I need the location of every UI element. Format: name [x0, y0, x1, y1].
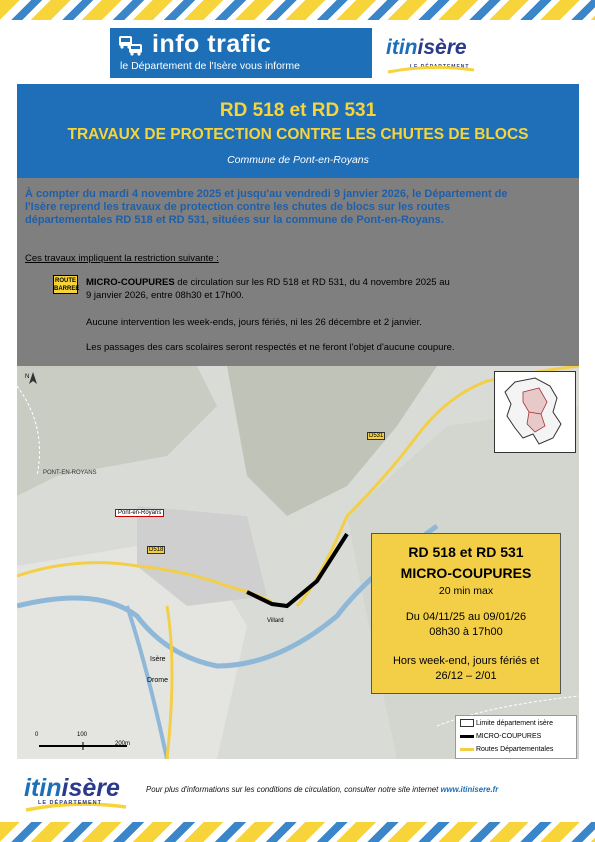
micro-cut-bold: MICRO-COUPURES	[86, 277, 175, 288]
info-panel	[17, 178, 579, 366]
intro-line-1: À compter du mardi 4 novembre 2025 et jusqu'au vendredi 9 janvier 2026, le Département de	[25, 188, 508, 200]
school-bus-note: Les passages des cars scolaires seront respectés et ne feront l'objet d'aucune coupure.	[86, 342, 455, 353]
info-trafic-box	[110, 28, 372, 78]
micro-cut-line-1	[86, 277, 450, 289]
intro-paragraph	[25, 188, 571, 227]
notice-roads: RD 518 et RD 531	[408, 544, 524, 560]
scale-label-200: 200m	[115, 741, 131, 747]
footer-logo-itin: itin	[24, 774, 62, 802]
notice-dates: Du 04/11/25 au 09/01/26	[405, 611, 527, 623]
top-stripe	[0, 0, 595, 20]
legend-row-micro-cuts	[460, 732, 541, 742]
bottom-stripe	[0, 822, 595, 842]
map-label-rd531: D531	[369, 433, 384, 439]
footer-logo-isere: isère	[61, 774, 120, 802]
intro-line-2: l'Isère reprend les travaux de protection contre les chutes de blocs sur les routes	[25, 201, 451, 213]
footer-logo-subtitle: LE DÉPARTEMENT	[38, 800, 103, 806]
logo-isere: isère	[417, 36, 467, 59]
scale-label-0: 0	[35, 732, 39, 738]
title-panel	[17, 84, 579, 178]
legend-border-swatch-icon	[460, 719, 474, 727]
isere-outline-icon	[495, 372, 575, 452]
map-legend	[455, 715, 577, 759]
title-works: TRAVAUX DE PROTECTION CONTRE LES CHUTES DE BLOCS	[67, 126, 529, 143]
map-label-isere: Isère	[150, 656, 166, 663]
map-label-pont: PONT-EN-ROYANS	[43, 470, 97, 476]
map-label-villard: Villard	[267, 618, 284, 624]
legend-road-label: Routes Départementales	[475, 746, 554, 753]
notice-hours: 08h30 à 17h00	[429, 626, 503, 638]
itinisere-logo	[386, 36, 467, 60]
map-label-rd518: D518	[149, 547, 164, 553]
legend-micro-cut-label: MICRO-COUPURES	[475, 733, 542, 740]
map-label-pont-box: Pont-en-Royans	[115, 509, 164, 517]
micro-cut-line-2: 9 janvier 2026, entre 08h30 et 17h00.	[86, 290, 244, 301]
legend-border-label: Limite département isère	[475, 720, 553, 727]
intro-line-3: départementales RD 518 et RD 531, situées sur la commune de Pont-en-Royans.	[25, 214, 444, 226]
logo-swoosh-icon	[386, 66, 476, 74]
traffic-icon	[118, 34, 144, 56]
locator-inset	[494, 371, 576, 453]
commune-label: Commune de Pont-en-Royans	[227, 154, 369, 166]
notice-duration: 20 min max	[438, 585, 494, 597]
footer-note-text: Pour plus d'informations sur les conditions de circulation, consulter notre site internet	[146, 785, 441, 794]
footer-note	[146, 785, 498, 794]
map-label-drome: Drome	[147, 677, 169, 684]
legend-row-border	[460, 719, 553, 729]
north-label: N	[25, 374, 30, 380]
legend-road-swatch-icon	[460, 748, 474, 751]
scale-label-100: 100	[77, 732, 88, 738]
micro-cut-rest: de circulation sur les RD 518 et RD 531, du 4 novembre 2025 au	[174, 277, 450, 288]
notice-exceptions-2: 26/12 – 2/01	[435, 670, 497, 682]
road-closed-sign-icon: ROUTE BARREE	[53, 275, 78, 294]
restriction-heading: Ces travaux impliquent la restriction suivante :	[25, 253, 219, 264]
notice-micro-cuts: MICRO-COUPURES	[400, 565, 532, 581]
header-banner	[110, 28, 478, 78]
no-work-note: Aucune intervention les week-ends, jours fériés, ni les 26 décembre et 2 janvier.	[86, 317, 422, 328]
legend-micro-cut-swatch-icon	[460, 735, 474, 738]
banner-subtitle: le Département de l'Isère vous informe	[120, 60, 301, 72]
logo-itin: itin	[386, 36, 418, 59]
legend-row-roads	[460, 745, 553, 755]
micro-cut-notice	[371, 533, 561, 694]
footer-website-link[interactable]: www.itinisere.fr	[440, 785, 499, 794]
notice-exceptions-1: Hors week-end, jours fériés et	[392, 655, 540, 667]
banner-title: info trafic	[152, 30, 272, 58]
footer-logo	[24, 774, 120, 803]
title-roads: RD 518 et RD 531	[219, 100, 377, 121]
logo-subtitle: LE DÉPARTEMENT	[410, 64, 470, 70]
